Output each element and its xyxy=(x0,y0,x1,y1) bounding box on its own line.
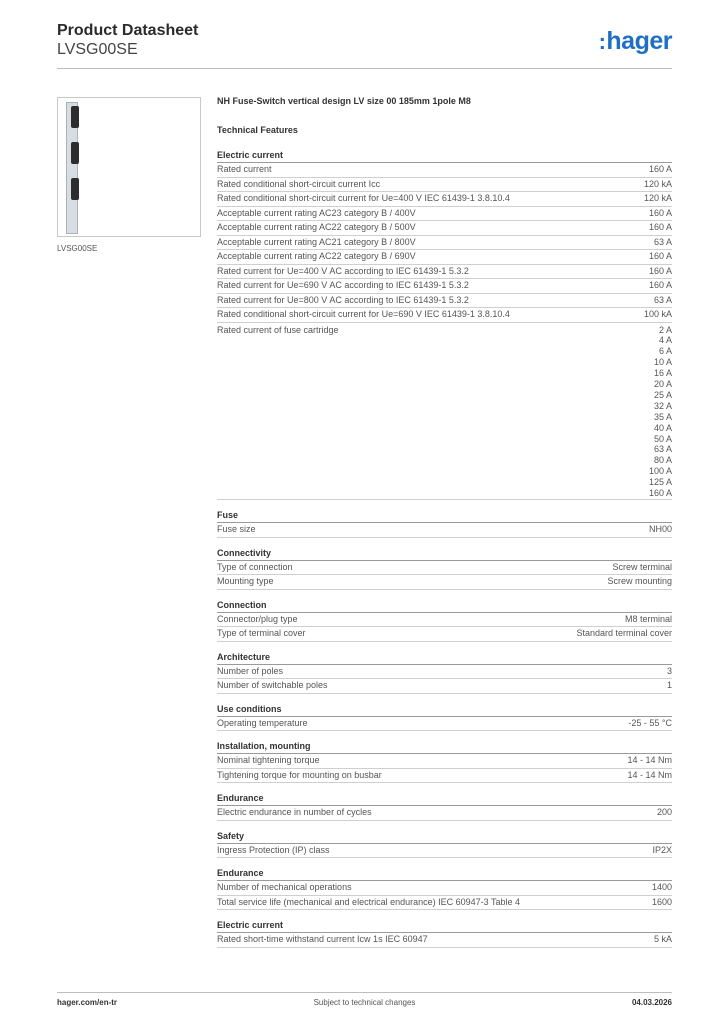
spec-value: 120 kA xyxy=(643,178,672,189)
spec-value: 160 A xyxy=(648,280,672,290)
spec-label: Rated conditional short-circuit current for Ue=400 V IEC 61439-1 3.8.10.4 xyxy=(217,193,510,203)
product-image xyxy=(57,97,201,237)
spec-value: 125 A xyxy=(648,477,672,488)
header xyxy=(57,21,198,59)
fuse-handle-top xyxy=(71,106,79,128)
spec-value: 40 A xyxy=(653,422,672,433)
spec-value: 32 A xyxy=(653,400,672,411)
spec-label: Electric endurance in number of cycles xyxy=(217,807,372,817)
spec-label: Operating temperature xyxy=(217,717,308,728)
spec-value: 2 A xyxy=(658,324,672,335)
section-title: Fuse xyxy=(217,509,672,523)
spec-label: Fuse size xyxy=(217,524,256,534)
spec-value: 4 A xyxy=(658,335,672,346)
spec-row xyxy=(217,207,672,222)
spec-value: 63 A xyxy=(653,294,672,305)
spec-value: 6 A xyxy=(658,346,672,357)
spec-row xyxy=(217,754,672,769)
spec-label: Nominal tightening torque xyxy=(217,755,320,765)
section xyxy=(217,509,672,538)
section xyxy=(217,547,672,590)
spec-value: Screw mounting xyxy=(607,576,672,586)
footer-date: 04.03.2026 xyxy=(631,998,672,1007)
spec-row xyxy=(217,575,672,590)
spec-label: Rated current for Ue=690 V AC according to IEC 61439-1 5.3.2 xyxy=(217,280,469,290)
brand-logo-dots: : xyxy=(598,29,606,54)
brand-logo xyxy=(599,26,672,57)
spec-value: 160 A xyxy=(648,164,672,174)
spec-label: Acceptable current rating AC23 category B / 400V xyxy=(217,207,416,218)
footer xyxy=(57,998,672,1010)
spec-label: Rated current of fuse cartridge xyxy=(217,324,339,335)
spec-value: 63 A xyxy=(653,236,672,247)
spec-value: 25 A xyxy=(653,389,672,400)
spec-value: 3 xyxy=(666,665,672,676)
spec-value: M8 terminal xyxy=(624,613,672,624)
spec-row xyxy=(217,933,672,948)
footer-divider xyxy=(57,992,672,993)
spec-row xyxy=(217,806,672,821)
spec-row xyxy=(217,844,672,859)
spec-value: 160 A xyxy=(648,488,672,499)
fuse-handle-bottom xyxy=(71,178,79,200)
product-name: NH Fuse-Switch vertical design LV size 00 185mm 1pole M8 xyxy=(217,96,471,106)
spec-row xyxy=(217,679,672,694)
spec-label: Rated current for Ue=400 V AC according to IEC 61439-1 5.3.2 xyxy=(217,265,469,276)
spec-row xyxy=(217,279,672,294)
section-title: Connection xyxy=(217,599,672,613)
spec-row xyxy=(217,178,672,193)
spec-value: 16 A xyxy=(653,368,672,379)
spec-label: Rated current for Ue=800 V AC according to IEC 61439-1 5.3.2 xyxy=(217,294,469,305)
spec-label: Number of poles xyxy=(217,665,284,676)
section-title: Use conditions xyxy=(217,703,672,717)
spec-value: Standard terminal cover xyxy=(576,628,672,638)
spec-value: 35 A xyxy=(653,411,672,422)
spec-row xyxy=(217,163,672,178)
spec-value: 14 - 14 Nm xyxy=(627,755,672,765)
spec-value: 160 A xyxy=(648,222,672,232)
product-image-caption: LVSG00SE xyxy=(57,244,98,253)
section-title: Architecture xyxy=(217,651,672,665)
spec-value: 160 A xyxy=(648,251,672,261)
spec-row xyxy=(217,192,672,207)
section-title: Electric current xyxy=(217,149,672,163)
header-divider xyxy=(57,68,672,69)
spec-value: 120 kA xyxy=(643,193,672,203)
page-title: Product Datasheet xyxy=(57,22,199,39)
section xyxy=(217,149,672,500)
spec-value: 1400 xyxy=(651,882,672,892)
spec-row xyxy=(217,308,672,323)
spec-row xyxy=(217,250,672,265)
spec-label: Number of switchable poles xyxy=(217,680,328,690)
section-title: Installation, mounting xyxy=(217,740,672,754)
spec-value: 100 A xyxy=(648,466,672,477)
footer-note: Subject to technical changes xyxy=(313,998,416,1007)
spec-label: Rated conditional short-circuit current for Ue=690 V IEC 61439-1 3.8.10.4 xyxy=(217,309,510,319)
spec-value: 20 A xyxy=(653,379,672,390)
spec-label: Acceptable current rating AC22 category B / 690V xyxy=(217,251,416,261)
spec-row xyxy=(217,717,672,732)
spec-label: Acceptable current rating AC21 category B / 800V xyxy=(217,236,416,247)
spec-row xyxy=(217,294,672,309)
spec-value: IP2X xyxy=(652,844,672,855)
spec-row xyxy=(217,627,672,642)
spec-value: 50 A xyxy=(653,433,672,444)
section-title: Electric current xyxy=(217,919,672,933)
spec-value: 160 A xyxy=(648,265,672,276)
feature-sections xyxy=(217,149,672,948)
spec-label: Rated current xyxy=(217,164,272,174)
technical-features-title: Technical Features xyxy=(217,125,298,135)
spec-label: Mounting type xyxy=(217,576,274,586)
spec-value: NH00 xyxy=(648,524,672,534)
section xyxy=(217,919,672,948)
section-title: Endurance xyxy=(217,867,672,881)
spec-row xyxy=(217,665,672,680)
spec-row xyxy=(217,236,672,251)
spec-label: Number of mechanical operations xyxy=(217,882,352,892)
spec-row xyxy=(217,769,672,784)
spec-label: Type of connection xyxy=(217,561,293,572)
spec-label: Tightening torque for mounting on busbar xyxy=(217,769,382,780)
spec-row xyxy=(217,221,672,236)
fuse-handle-middle xyxy=(71,142,79,164)
section-title: Endurance xyxy=(217,792,672,806)
section-title: Safety xyxy=(217,830,672,844)
spec-row xyxy=(217,523,672,538)
spec-value: 200 xyxy=(656,807,672,817)
product-code: LVSG00SE xyxy=(57,41,138,58)
spec-value: 10 A xyxy=(653,357,672,368)
spec-row xyxy=(217,265,672,280)
spec-value: 1 xyxy=(666,680,672,690)
spec-value: 5 kA xyxy=(653,934,672,944)
section xyxy=(217,830,672,859)
spec-label: Rated conditional short-circuit current Icc xyxy=(217,178,381,189)
spec-value: 14 - 14 Nm xyxy=(627,769,672,780)
spec-label: Type of terminal cover xyxy=(217,628,306,638)
spec-row xyxy=(217,613,672,628)
technical-content xyxy=(217,95,672,948)
section-title: Connectivity xyxy=(217,547,672,561)
spec-value: 100 kA xyxy=(643,309,672,319)
spec-label: Total service life (mechanical and electrical endurance) IEC 60947-3 Table 4 xyxy=(217,896,520,907)
spec-value: 63 A xyxy=(653,444,672,455)
spec-row xyxy=(217,323,672,501)
spec-row xyxy=(217,881,672,896)
spec-value: -25 - 55 °C xyxy=(628,717,672,728)
spec-label: Rated short-time withstand current Icw 1s IEC 60947 xyxy=(217,934,428,944)
spec-value: Screw terminal xyxy=(612,561,672,572)
spec-value: 160 A xyxy=(648,207,672,218)
spec-label: Ingress Protection (IP) class xyxy=(217,844,330,855)
spec-value-list xyxy=(649,325,672,500)
section xyxy=(217,703,672,732)
section xyxy=(217,792,672,821)
brand-logo-text: hager xyxy=(606,27,672,55)
spec-row xyxy=(217,561,672,576)
spec-label: Connector/plug type xyxy=(217,613,298,624)
spec-row xyxy=(217,896,672,911)
spec-label: Acceptable current rating AC22 category B / 500V xyxy=(217,222,416,232)
spec-value: 1600 xyxy=(651,896,672,907)
section xyxy=(217,867,672,910)
footer-website-link[interactable]: hager.com/en-tr xyxy=(57,998,118,1007)
spec-value: 80 A xyxy=(653,455,672,466)
section xyxy=(217,740,672,783)
section xyxy=(217,599,672,642)
section xyxy=(217,651,672,694)
